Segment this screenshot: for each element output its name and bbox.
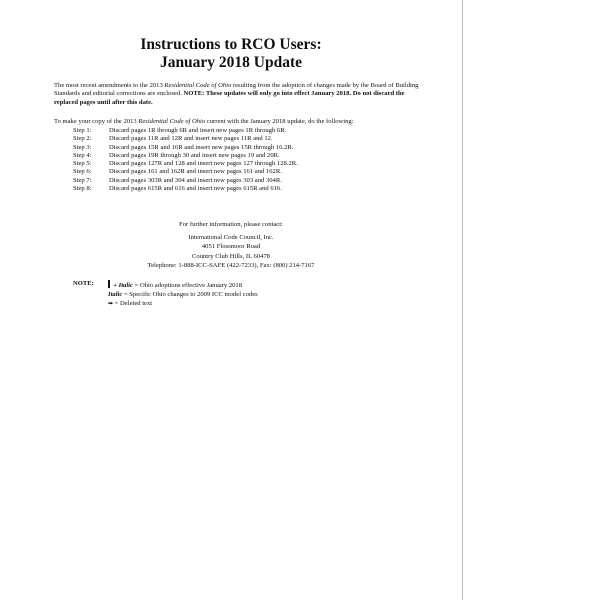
note-label: NOTE:: [73, 280, 94, 287]
step-text: Discard pages 127R and 128 and insert new pages 127 through 128.2R.: [109, 160, 298, 168]
contact-org: International Code Council, Inc.: [188, 234, 274, 242]
step-text: Discard pages 19R through 30 and insert new pages 19 and 20R.: [109, 151, 280, 159]
step-text: Discard pages 1R through 6R and insert new pages 1R through 6R.: [109, 127, 287, 134]
make-copy-text-1: To make your copy of the 2013: [54, 118, 139, 125]
intro-text-1: The most recent amendments to the 2013: [54, 82, 165, 89]
intro-note: NOTE: These updates will only go into effect January 2018. Do not discard the replaced pages until after this date.: [54, 90, 405, 106]
legend-row-deleted-text: [108, 300, 258, 309]
intro-paragraph: [54, 82, 426, 107]
step-row: [73, 168, 298, 176]
step-label: Step 4:: [73, 151, 92, 159]
contact-intro: For further information, please contact:: [179, 221, 283, 228]
step-label: Step 2:: [73, 135, 92, 143]
step-text: Discard pages 615R and 616 and insert new pages 615R and 616.: [109, 185, 282, 193]
step-text: Discard pages 15R and 16R and insert new pages 15R through 16.2R.: [109, 143, 294, 151]
change-bar-icon: [108, 280, 110, 288]
step-row: [73, 144, 298, 152]
intro-code-name: Residential Code of Ohio: [164, 82, 232, 89]
step-label: Step 8:: [73, 185, 92, 193]
legend-italic-bold: Italic: [118, 282, 133, 289]
legend-text: = Ohio adoptions effective January 2018: [132, 282, 243, 289]
step-label: Step 1:: [73, 127, 92, 134]
title-line-1: Instructions to RCO Users:: [140, 36, 322, 53]
contact-block: [0, 220, 462, 270]
contact-phone: Telephone: 1-888-ICC-SAFE (422-7233), Fax: (800) 214-7167: [147, 261, 315, 269]
intro-text-2: resulting from the adoption of changes made by the Board of Building Standards and editorial corrections are enclosed.: [54, 82, 419, 98]
legend-plus: +: [111, 282, 119, 289]
legend-text: = Specific Ohio changes to 2009 ICC model codes: [122, 290, 258, 298]
contact-city: Country Club Hills, IL 60478: [192, 252, 270, 260]
legend-row-ohio-changes: [108, 291, 258, 300]
contact-street: 4051 Flossmoor Road: [201, 243, 261, 251]
step-label: Step 5:: [73, 160, 92, 168]
steps-list: [73, 127, 298, 193]
step-row: [73, 127, 298, 135]
step-row: [73, 160, 298, 168]
legend-italic: Italic: [108, 290, 123, 298]
step-row: [73, 135, 298, 143]
legend-text: = Deleted text: [113, 299, 153, 307]
note-legend: [108, 280, 258, 308]
title-line-2: January 2018 Update: [159, 54, 303, 71]
make-copy-paragraph: [54, 118, 426, 126]
right-arrow-icon: ➡: [108, 299, 114, 307]
page-title: [0, 36, 462, 72]
step-label: Step 7:: [73, 176, 92, 184]
step-text: Discard pages 11R and 12R and insert new pages 11R and 12.: [109, 135, 273, 143]
step-text: Discard pages 161 and 162R and insert new pages 161 and 162R.: [109, 168, 282, 176]
step-row: [73, 185, 298, 193]
make-copy-text-2: current with the January 2018 update, do the following:: [205, 118, 354, 125]
step-label: Step 6:: [73, 168, 92, 176]
legend-row-ohio-adoptions: [108, 280, 258, 291]
step-row: [73, 177, 298, 185]
step-row: [73, 152, 298, 160]
step-label: Step 3:: [73, 143, 92, 151]
step-text: Discard pages 303R and 304 and insert new pages 303 and 304R.: [109, 176, 282, 184]
make-copy-code-name: Residential Code of Ohio: [138, 118, 206, 125]
